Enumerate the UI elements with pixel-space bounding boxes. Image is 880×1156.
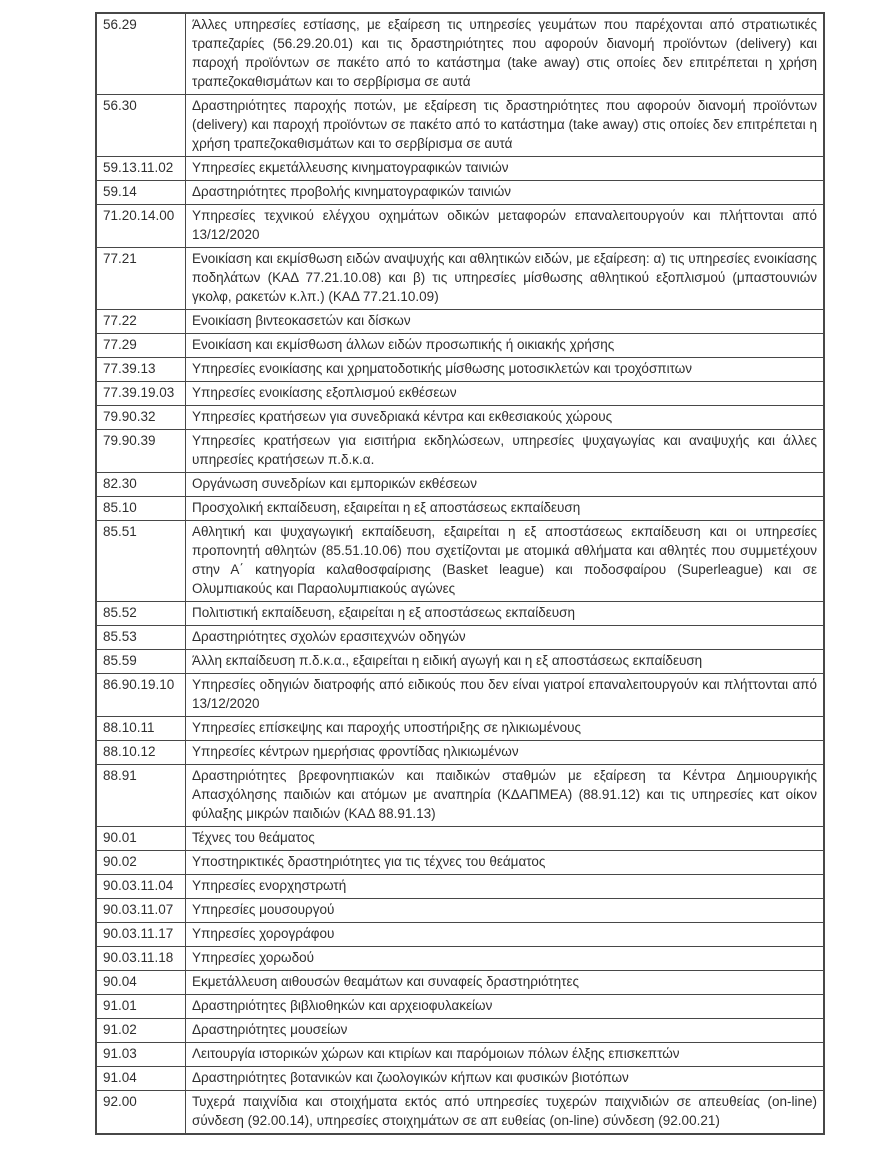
table-row — [96, 923, 824, 947]
kad-code-cell: 90.03.11.17 — [96, 923, 186, 947]
kad-description-cell: Υπηρεσίες μουσουργού — [186, 899, 825, 923]
kad-code-cell: 90.03.11.04 — [96, 875, 186, 899]
kad-code-cell: 90.01 — [96, 827, 186, 851]
table-row — [96, 1091, 824, 1135]
kad-table-container — [95, 12, 825, 1135]
kad-code-cell: 85.59 — [96, 650, 186, 674]
table-row — [96, 1019, 824, 1043]
kad-code-cell: 88.10.11 — [96, 717, 186, 741]
table-row — [96, 248, 824, 310]
kad-description-cell: Υπηρεσίες κρατήσεων για συνεδριακά κέντρα και εκθεσιακούς χώρους — [186, 406, 825, 430]
kad-description-cell: Τέχνες του θεάματος — [186, 827, 825, 851]
kad-code-cell: 85.53 — [96, 626, 186, 650]
kad-code-cell: 88.91 — [96, 765, 186, 827]
kad-description-cell: Υπηρεσίες κέντρων ημερήσιας φροντίδας ηλικιωμένων — [186, 741, 825, 765]
kad-code-cell: 82.30 — [96, 473, 186, 497]
kad-codes-table — [95, 12, 825, 1135]
table-row — [96, 157, 824, 181]
kad-description-cell: Οργάνωση συνεδρίων και εμπορικών εκθέσεων — [186, 473, 825, 497]
kad-description-cell: Εκμετάλλευση αιθουσών θεαμάτων και συναφείς δραστηριότητες — [186, 971, 825, 995]
table-row — [96, 650, 824, 674]
kad-description-cell: Προσχολική εκπαίδευση, εξαιρείται η εξ αποστάσεως εκπαίδευση — [186, 497, 825, 521]
kad-description-cell: Άλλες υπηρεσίες εστίασης, με εξαίρεση τις υπηρεσίες γευμάτων που παρέχονται από στρατιωτικές τραπεζαρίες (56.29.20.01) και τις δραστηριότητες που αφορούν διανομή προϊόντων (delivery) και παροχή προϊόντων σε πακέτο από το κατάστημα (take away) στις οποίες δεν επιτρέπεται η χρήση τραπεζοκαθισμάτων και το σερβίρισμα σε αυτά — [186, 13, 825, 95]
kad-description-cell: Δραστηριότητες προβολής κινηματογραφικών ταινιών — [186, 181, 825, 205]
kad-description-cell: Δραστηριότητες βιβλιοθηκών και αρχειοφυλακείων — [186, 995, 825, 1019]
kad-table-body — [96, 13, 824, 1134]
kad-description-cell: Υπηρεσίες ενορχηστρωτή — [186, 875, 825, 899]
table-row — [96, 741, 824, 765]
kad-description-cell: Δραστηριότητες μουσείων — [186, 1019, 825, 1043]
table-row — [96, 521, 824, 602]
table-row — [96, 1043, 824, 1067]
kad-description-cell: Τυχερά παιχνίδια και στοιχήματα εκτός από υπηρεσίες τυχερών παιχνιδιών σε απευθείας (on-line) σύνδεση (92.00.14), υπηρεσίες στοιχημάτων σε απ ευθείας (on-line) σύνδεση (92.00.21) — [186, 1091, 825, 1135]
table-row — [96, 971, 824, 995]
table-row — [96, 674, 824, 717]
kad-code-cell: 85.10 — [96, 497, 186, 521]
kad-description-cell: Υπηρεσίες ενοικίασης και χρηματοδοτικής μίσθωσης μοτοσικλετών και τροχόσπιτων — [186, 358, 825, 382]
kad-code-cell: 59.14 — [96, 181, 186, 205]
table-row — [96, 430, 824, 473]
kad-code-cell: 90.04 — [96, 971, 186, 995]
table-row — [96, 827, 824, 851]
kad-description-cell: Υπηρεσίες τεχνικού ελέγχου οχημάτων οδικών μεταφορών επαναλειτουργούν και πλήττονται από 13/12/2020 — [186, 205, 825, 248]
kad-code-cell: 56.29 — [96, 13, 186, 95]
kad-code-cell: 71.20.14.00 — [96, 205, 186, 248]
kad-code-cell: 77.21 — [96, 248, 186, 310]
kad-code-cell: 90.02 — [96, 851, 186, 875]
table-row — [96, 406, 824, 430]
kad-description-cell: Υποστηρικτικές δραστηριότητες για τις τέχνες του θεάματος — [186, 851, 825, 875]
kad-code-cell: 59.13.11.02 — [96, 157, 186, 181]
table-row — [96, 765, 824, 827]
table-row — [96, 717, 824, 741]
kad-description-cell: Ενοικίαση βιντεοκασετών και δίσκων — [186, 310, 825, 334]
kad-code-cell: 92.00 — [96, 1091, 186, 1135]
table-row — [96, 1067, 824, 1091]
table-row — [96, 473, 824, 497]
kad-description-cell: Υπηρεσίες κρατήσεων για εισιτήρια εκδηλώσεων, υπηρεσίες ψυχαγωγίας και αναψυχής και άλλες υπηρεσίες κρατήσεων π.δ.κ.α. — [186, 430, 825, 473]
kad-description-cell: Υπηρεσίες επίσκεψης και παροχής υποστήριξης σε ηλικιωμένους — [186, 717, 825, 741]
kad-description-cell: Υπηρεσίες χορογράφου — [186, 923, 825, 947]
kad-description-cell: Υπηρεσίες χορωδού — [186, 947, 825, 971]
table-row — [96, 334, 824, 358]
kad-code-cell: 85.51 — [96, 521, 186, 602]
table-row — [96, 382, 824, 406]
kad-description-cell: Πολιτιστική εκπαίδευση, εξαιρείται η εξ αποστάσεως εκπαίδευση — [186, 602, 825, 626]
kad-code-cell: 56.30 — [96, 95, 186, 157]
kad-description-cell: Ενοικίαση και εκμίσθωση ειδών αναψυχής και αθλητικών ειδών, με εξαίρεση: α) τις υπηρεσίες ενοικίασης ποδηλάτων (ΚΑΔ 77.21.10.08) και β) τις υπηρεσίες μίσθωσης αθλητικού εξοπλισμού (μπαστουνιών γκολφ, ρακετών κ.λπ.) (ΚΑΔ 77.21.10.09) — [186, 248, 825, 310]
kad-code-cell: 77.29 — [96, 334, 186, 358]
table-row — [96, 181, 824, 205]
kad-code-cell: 91.02 — [96, 1019, 186, 1043]
table-row — [96, 13, 824, 95]
kad-description-cell: Αθλητική και ψυχαγωγική εκπαίδευση, εξαιρείται η εξ αποστάσεως εκπαίδευση και οι υπηρεσίες προπονητή αθλητών (85.51.10.06) που σχετίζονται με ατομικά αθλήματα και αθλητές που συμμετέχουν στην Α΄ κατηγορία καλαθοσφαίρισης (Basket league) και ποδοσφαίρου (Superleague) και σε Ολυμπιακούς και Παραολυμπιακούς αγώνες — [186, 521, 825, 602]
table-row — [96, 995, 824, 1019]
kad-code-cell: 90.03.11.07 — [96, 899, 186, 923]
kad-code-cell: 91.01 — [96, 995, 186, 1019]
kad-description-cell: Υπηρεσίες οδηγιών διατροφής από ειδικούς που δεν είναι γιατροί επαναλειτουργούν και πλήττονται από 13/12/2020 — [186, 674, 825, 717]
kad-code-cell: 79.90.39 — [96, 430, 186, 473]
kad-code-cell: 77.39.13 — [96, 358, 186, 382]
kad-code-cell: 77.22 — [96, 310, 186, 334]
kad-code-cell: 86.90.19.10 — [96, 674, 186, 717]
kad-description-cell: Ενοικίαση και εκμίσθωση άλλων ειδών προσωπικής ή οικιακής χρήσης — [186, 334, 825, 358]
table-row — [96, 875, 824, 899]
table-row — [96, 358, 824, 382]
kad-description-cell: Δραστηριότητες σχολών ερασιτεχνών οδηγών — [186, 626, 825, 650]
kad-description-cell: Υπηρεσίες ενοικίασης εξοπλισμού εκθέσεων — [186, 382, 825, 406]
table-row — [96, 626, 824, 650]
table-row — [96, 602, 824, 626]
kad-description-cell: Δραστηριότητες βοτανικών και ζωολογικών κήπων και φυσικών βιοτόπων — [186, 1067, 825, 1091]
table-row — [96, 310, 824, 334]
kad-code-cell: 91.03 — [96, 1043, 186, 1067]
table-row — [96, 95, 824, 157]
kad-description-cell: Δραστηριότητες παροχής ποτών, με εξαίρεση τις δραστηριότητες που αφορούν διανομή προϊόντων (delivery) και παροχή προϊόντων σε πακέτο από το κατάστημα (take away) στις οποίες δεν επιτρέπεται η χρήση τραπεζοκαθισμάτων και το σερβίρισμα σε αυτά — [186, 95, 825, 157]
kad-description-cell: Λειτουργία ιστορικών χώρων και κτιρίων και παρόμοιων πόλων έλξης επισκεπτών — [186, 1043, 825, 1067]
kad-description-cell: Υπηρεσίες εκμετάλλευσης κινηματογραφικών ταινιών — [186, 157, 825, 181]
table-row — [96, 947, 824, 971]
kad-code-cell: 91.04 — [96, 1067, 186, 1091]
table-row — [96, 851, 824, 875]
kad-description-cell: Δραστηριότητες βρεφονηπιακών και παιδικών σταθμών με εξαίρεση τα Κέντρα Δημιουργικής Απασχόλησης παιδιών και ατόμων με αναπηρία (ΚΔΑΠΜΕΑ) (88.91.12) και τις υπηρεσίες κατ οίκον φύλαξης μικρών παιδιών (ΚΑΔ 88.91.13) — [186, 765, 825, 827]
table-row — [96, 205, 824, 248]
table-row — [96, 497, 824, 521]
kad-code-cell: 85.52 — [96, 602, 186, 626]
kad-code-cell: 79.90.32 — [96, 406, 186, 430]
kad-code-cell: 77.39.19.03 — [96, 382, 186, 406]
kad-code-cell: 88.10.12 — [96, 741, 186, 765]
kad-description-cell: Άλλη εκπαίδευση π.δ.κ.α., εξαιρείται η ειδική αγωγή και η εξ αποστάσεως εκπαίδευση — [186, 650, 825, 674]
table-row — [96, 899, 824, 923]
kad-code-cell: 90.03.11.18 — [96, 947, 186, 971]
